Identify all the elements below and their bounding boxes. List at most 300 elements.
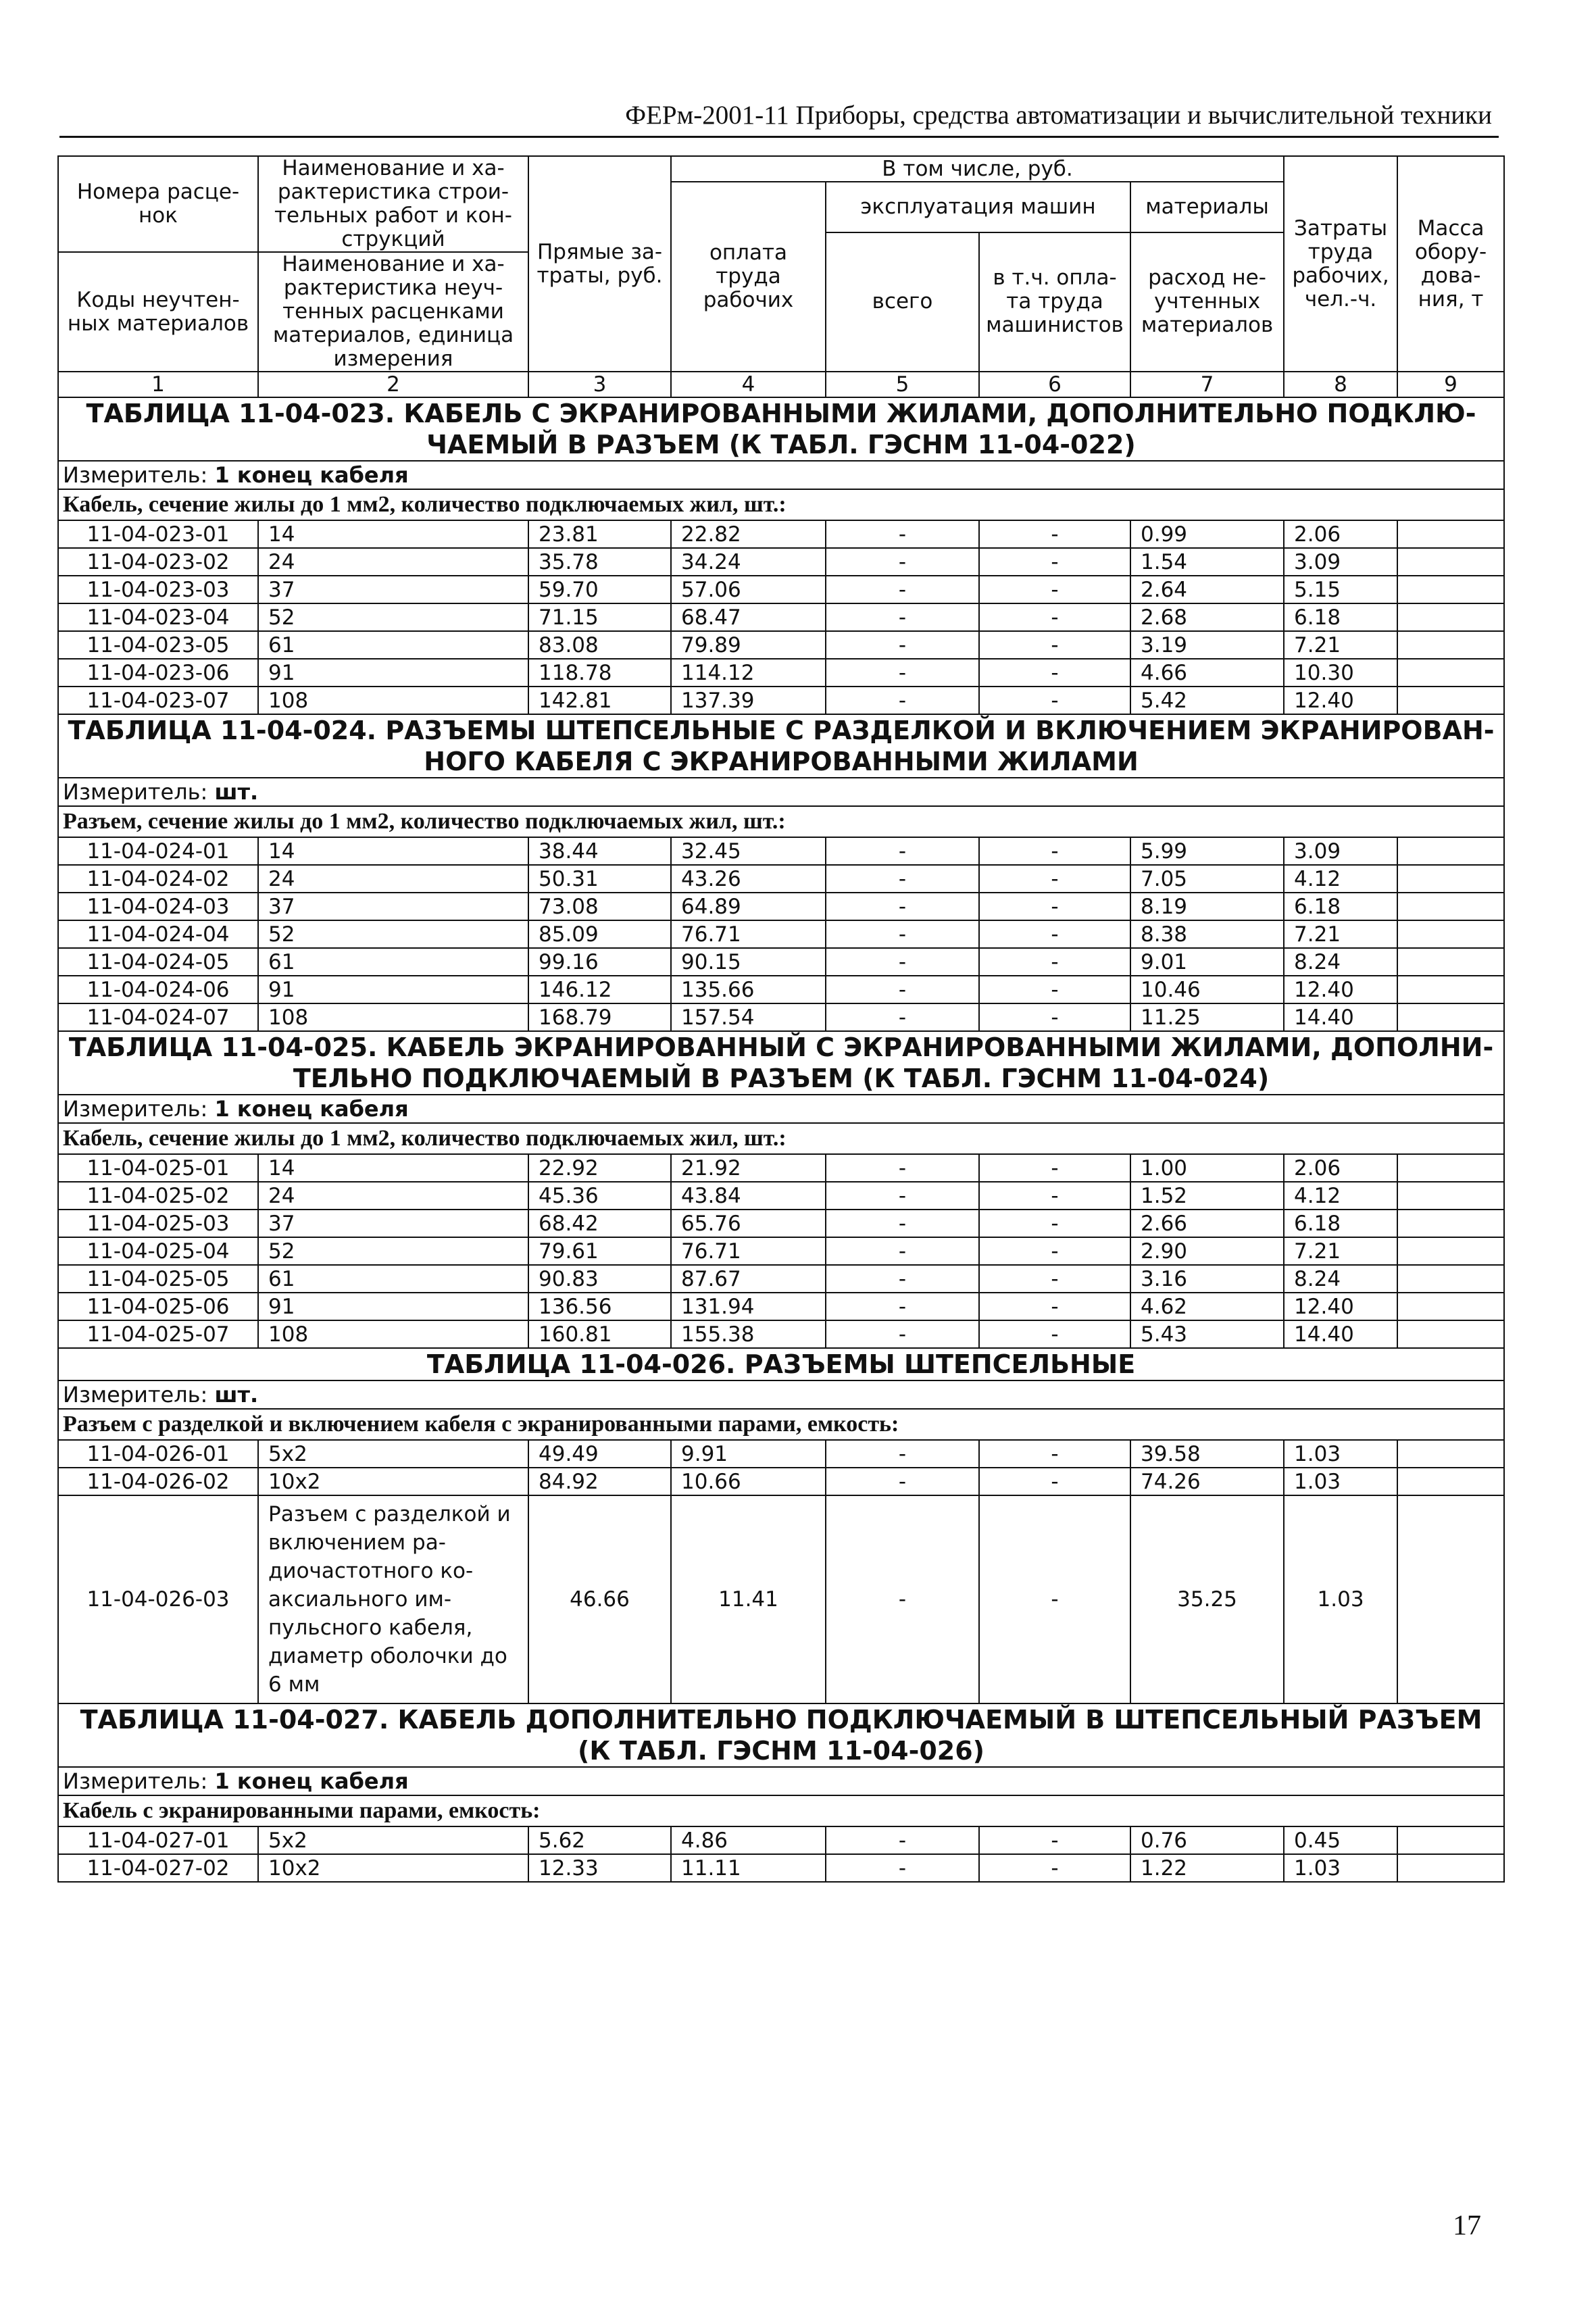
cell-machines-total: -: [826, 1003, 979, 1031]
cell-machines-total: -: [826, 1293, 979, 1320]
cell-labor-costs: 6.18: [1284, 603, 1397, 631]
table-row: [58, 920, 1504, 948]
cell-workers-pay: 43.84: [671, 1182, 826, 1210]
table-row: [58, 948, 1504, 976]
cell-machinists-pay: -: [979, 837, 1130, 865]
cell-labor-costs: 1.03: [1284, 1440, 1397, 1468]
cell-machines-total: -: [826, 1154, 979, 1182]
cell-equipment-mass: [1397, 948, 1504, 976]
table-row: [58, 631, 1504, 659]
cell-unaccounted-materials: 39.58: [1130, 1440, 1284, 1468]
cell-labor-costs: 12.40: [1284, 687, 1397, 714]
table-row: [58, 1182, 1504, 1210]
subtitle-row: [58, 1409, 1504, 1440]
cell-direct-costs: 49.49: [528, 1440, 671, 1468]
cell-workers-pay: 64.89: [671, 893, 826, 920]
cell-workers-pay: 90.15: [671, 948, 826, 976]
cell-rate-code: 11-04-025-01: [58, 1154, 258, 1182]
column-number: 3: [528, 372, 671, 397]
cell-unaccounted-materials: 7.05: [1130, 865, 1284, 893]
cell-labor-costs: 8.24: [1284, 948, 1397, 976]
column-number: 9: [1397, 372, 1504, 397]
cell-unaccounted-materials: 9.01: [1130, 948, 1284, 976]
cell-direct-costs: 83.08: [528, 631, 671, 659]
cell-workers-pay: 4.86: [671, 1826, 826, 1854]
cell-workers-pay: 65.76: [671, 1210, 826, 1237]
cell-work-characteristic: 24: [258, 865, 528, 893]
cell-unaccounted-materials: 4.66: [1130, 659, 1284, 687]
cell-direct-costs: 50.31: [528, 865, 671, 893]
cell-labor-costs: 14.40: [1284, 1320, 1397, 1348]
measure-label: Измеритель:: [63, 1096, 208, 1122]
col-material-codes-header: Коды неучтен-ных материалов: [58, 252, 258, 372]
cell-machines-total: -: [826, 1468, 979, 1495]
cell-machinists-pay: -: [979, 1440, 1130, 1468]
cell-machines-total: -: [826, 948, 979, 976]
cell-rate-code: 11-04-023-01: [58, 520, 258, 548]
cell-rate-code: 11-04-025-07: [58, 1320, 258, 1348]
cell-work-characteristic: 24: [258, 1182, 528, 1210]
cell-machinists-pay: -: [979, 893, 1130, 920]
cell-machines-total: -: [826, 548, 979, 576]
table-row: [58, 1468, 1504, 1495]
cell-equipment-mass: [1397, 1826, 1504, 1854]
cell-rate-code: 11-04-025-02: [58, 1182, 258, 1210]
cell-unaccounted-materials: 2.68: [1130, 603, 1284, 631]
measure-unit: [58, 778, 1504, 806]
cell-work-characteristic: 37: [258, 893, 528, 920]
table-row: [58, 1293, 1504, 1320]
cell-rate-code: 11-04-024-07: [58, 1003, 258, 1031]
cell-labor-costs: 14.40: [1284, 1003, 1397, 1031]
cell-machines-total: -: [826, 1182, 979, 1210]
cell-workers-pay: 11.41: [671, 1495, 826, 1703]
table-row: [58, 893, 1504, 920]
cell-workers-pay: 21.92: [671, 1154, 826, 1182]
cell-labor-costs: 12.40: [1284, 976, 1397, 1003]
cell-rate-code: 11-04-024-01: [58, 837, 258, 865]
measure-value: 1 конец кабеля: [214, 462, 409, 488]
cell-direct-costs: 99.16: [528, 948, 671, 976]
col-workers-pay-header: оплата труда рабочих: [671, 182, 826, 372]
cell-rate-code: 11-04-027-02: [58, 1854, 258, 1882]
section-title: ТАБЛИЦА 11-04-023. КАБЕЛЬ С ЭКРАНИРОВАННЫМИ ЖИЛАМИ, ДОПОЛНИТЕЛЬНО ПОДКЛЮ-ЧАЕМЫЙ В РАЗЪЕМ (К ТАБЛ. ГЭСНМ 11-04-022): [58, 397, 1504, 461]
cell-equipment-mass: [1397, 1468, 1504, 1495]
cell-labor-costs: 4.12: [1284, 1182, 1397, 1210]
cell-equipment-mass: [1397, 976, 1504, 1003]
section-subtitle: Кабель, сечение жилы до 1 мм2, количество подключаемых жил, шт.:: [58, 1123, 1504, 1154]
cell-labor-costs: 5.15: [1284, 576, 1397, 603]
cell-labor-costs: 2.06: [1284, 1154, 1397, 1182]
section-title: ТАБЛИЦА 11-04-026. РАЗЪЕМЫ ШТЕПСЕЛЬНЫЕ: [58, 1348, 1504, 1380]
cell-rate-code: 11-04-024-02: [58, 865, 258, 893]
page-number: 17: [1453, 2210, 1481, 2241]
cell-work-characteristic: 52: [258, 1237, 528, 1265]
cell-direct-costs: 136.56: [528, 1293, 671, 1320]
section-title: ТАБЛИЦА 11-04-027. КАБЕЛЬ ДОПОЛНИТЕЛЬНО ПОДКЛЮЧАЕМЫЙ В ШТЕПСЕЛЬНЫЙ РАЗЪЕМ (К ТАБЛ. ГЭСНМ 11-04-026): [58, 1703, 1504, 1767]
cell-rate-code: 11-04-025-06: [58, 1293, 258, 1320]
cell-labor-costs: 7.21: [1284, 920, 1397, 948]
table-row: [58, 1826, 1504, 1854]
cell-machines-total: -: [826, 893, 979, 920]
cell-labor-costs: 7.21: [1284, 631, 1397, 659]
cell-direct-costs: 118.78: [528, 659, 671, 687]
table-row: [58, 865, 1504, 893]
cell-work-characteristic: 91: [258, 1293, 528, 1320]
measure-row: [58, 778, 1504, 806]
cell-machinists-pay: -: [979, 976, 1130, 1003]
table-row: [58, 520, 1504, 548]
table-row: [58, 1154, 1504, 1182]
measure-value: шт.: [214, 779, 259, 805]
cell-machinists-pay: -: [979, 1826, 1130, 1854]
measure-label: Измеритель:: [63, 1768, 208, 1794]
cell-work-characteristic: 91: [258, 976, 528, 1003]
cell-direct-costs: 5.62: [528, 1826, 671, 1854]
cell-workers-pay: 32.45: [671, 837, 826, 865]
col-material-name-header: Наименование и ха-рактеристика неуч-тенных расценками материалов, единица измерения: [258, 252, 528, 372]
cell-equipment-mass: [1397, 659, 1504, 687]
cell-workers-pay: 87.67: [671, 1265, 826, 1293]
col-materials-header: материалы: [1130, 182, 1284, 232]
cell-unaccounted-materials: 74.26: [1130, 1468, 1284, 1495]
cell-rate-code: 11-04-026-01: [58, 1440, 258, 1468]
subtitle-row: [58, 489, 1504, 520]
subtitle-row: [58, 1123, 1504, 1154]
cell-equipment-mass: [1397, 865, 1504, 893]
cell-machines-total: -: [826, 1237, 979, 1265]
cell-machinists-pay: -: [979, 576, 1130, 603]
cell-labor-costs: 3.09: [1284, 548, 1397, 576]
cell-machines-total: -: [826, 1854, 979, 1882]
measure-row: [58, 461, 1504, 489]
cell-machinists-pay: -: [979, 1293, 1130, 1320]
cell-machinists-pay: -: [979, 920, 1130, 948]
measure-value: 1 конец кабеля: [214, 1096, 409, 1122]
cell-machinists-pay: -: [979, 1182, 1130, 1210]
measure-label: Измеритель:: [63, 1382, 208, 1408]
cell-machines-total: -: [826, 687, 979, 714]
cell-machines-total: -: [826, 976, 979, 1003]
section-subtitle: Разъем, сечение жилы до 1 мм2, количество подключаемых жил, шт.:: [58, 806, 1504, 837]
cell-workers-pay: 57.06: [671, 576, 826, 603]
cell-equipment-mass: [1397, 1003, 1504, 1031]
col-equipment-mass-header: Масса обору-дова-ния, т: [1397, 156, 1504, 372]
cell-machines-total: -: [826, 865, 979, 893]
cell-unaccounted-materials: 11.25: [1130, 1003, 1284, 1031]
cell-direct-costs: 84.92: [528, 1468, 671, 1495]
cell-equipment-mass: [1397, 576, 1504, 603]
cell-equipment-mass: [1397, 1265, 1504, 1293]
section-title: ТАБЛИЦА 11-04-024. РАЗЪЕМЫ ШТЕПСЕЛЬНЫЕ С РАЗДЕЛКОЙ И ВКЛЮЧЕНИЕМ ЭКРАНИРОВАН-НОГО КАБЕЛЯ С ЭКРАНИРОВАННЫМИ ЖИЛАМИ: [58, 714, 1504, 778]
cell-work-characteristic: 52: [258, 603, 528, 631]
column-number: 4: [671, 372, 826, 397]
cell-unaccounted-materials: 1.22: [1130, 1854, 1284, 1882]
table-row: [58, 837, 1504, 865]
cell-equipment-mass: [1397, 920, 1504, 948]
cell-direct-costs: 46.66: [528, 1495, 671, 1703]
table-section-title-row: [58, 714, 1504, 778]
cell-work-characteristic: Разъем с разделкой и включением ра-диочастотного ко-аксиального им-пульсного кабеля, диаметр оболочки до 6 мм: [258, 1495, 528, 1703]
cell-machinists-pay: -: [979, 1265, 1130, 1293]
cell-unaccounted-materials: 4.62: [1130, 1293, 1284, 1320]
cell-work-characteristic: 5x2: [258, 1826, 528, 1854]
subtitle-row: [58, 1795, 1504, 1826]
cell-direct-costs: 35.78: [528, 548, 671, 576]
cell-unaccounted-materials: 0.99: [1130, 520, 1284, 548]
cell-labor-costs: 1.03: [1284, 1495, 1397, 1703]
cell-work-characteristic: 10x2: [258, 1854, 528, 1882]
table-row: [58, 576, 1504, 603]
col-machines-header: эксплуатация машин: [826, 182, 1130, 232]
table-row: [58, 1320, 1504, 1348]
cell-unaccounted-materials: 5.42: [1130, 687, 1284, 714]
cell-unaccounted-materials: 1.00: [1130, 1154, 1284, 1182]
cell-workers-pay: 22.82: [671, 520, 826, 548]
cell-machines-total: -: [826, 837, 979, 865]
cell-unaccounted-materials: 2.90: [1130, 1237, 1284, 1265]
cell-labor-costs: 12.40: [1284, 1293, 1397, 1320]
cell-machines-total: -: [826, 603, 979, 631]
cell-direct-costs: 85.09: [528, 920, 671, 948]
cell-rate-code: 11-04-023-04: [58, 603, 258, 631]
cell-unaccounted-materials: 3.19: [1130, 631, 1284, 659]
cell-work-characteristic: 108: [258, 687, 528, 714]
col-rate-numbers-header: Номера расце-нок: [58, 156, 258, 252]
cell-rate-code: 11-04-027-01: [58, 1826, 258, 1854]
measure-row: [58, 1095, 1504, 1123]
table-section-title-row: [58, 1703, 1504, 1767]
column-number: 1: [58, 372, 258, 397]
col-unaccounted-materials-header: расход не-учтенных материалов: [1130, 232, 1284, 372]
cell-direct-costs: 38.44: [528, 837, 671, 865]
cell-workers-pay: 43.26: [671, 865, 826, 893]
measure-unit: [58, 1380, 1504, 1409]
column-number: 5: [826, 372, 979, 397]
measure-row: [58, 1767, 1504, 1795]
table-section-title-row: [58, 1031, 1504, 1095]
cell-rate-code: 11-04-023-07: [58, 687, 258, 714]
cell-rate-code: 11-04-024-03: [58, 893, 258, 920]
cell-rate-code: 11-04-023-03: [58, 576, 258, 603]
cell-work-characteristic: 61: [258, 631, 528, 659]
table-row: [58, 1003, 1504, 1031]
cell-machinists-pay: -: [979, 1468, 1130, 1495]
cell-rate-code: 11-04-026-03: [58, 1495, 258, 1703]
column-number: 6: [979, 372, 1130, 397]
cell-machines-total: -: [826, 1440, 979, 1468]
cell-direct-costs: 23.81: [528, 520, 671, 548]
section-title: ТАБЛИЦА 11-04-025. КАБЕЛЬ ЭКРАНИРОВАННЫЙ С ЭКРАНИРОВАННЫМИ ЖИЛАМИ, ДОПОЛНИ-ТЕЛЬНО ПОДКЛЮЧАЕМЫЙ В РАЗЪЕМ (К ТАБЛ. ГЭСНМ 11-04-024): [58, 1031, 1504, 1095]
cell-labor-costs: 7.21: [1284, 1237, 1397, 1265]
cell-machines-total: -: [826, 1826, 979, 1854]
measure-unit: [58, 1095, 1504, 1123]
cell-direct-costs: 142.81: [528, 687, 671, 714]
cell-direct-costs: 68.42: [528, 1210, 671, 1237]
cell-workers-pay: 68.47: [671, 603, 826, 631]
cell-rate-code: 11-04-025-03: [58, 1210, 258, 1237]
cell-machinists-pay: -: [979, 1237, 1130, 1265]
cell-equipment-mass: [1397, 1210, 1504, 1237]
cell-machinists-pay: -: [979, 1003, 1130, 1031]
table-row: [58, 548, 1504, 576]
column-number: 8: [1284, 372, 1397, 397]
cell-workers-pay: 76.71: [671, 1237, 826, 1265]
cell-labor-costs: 0.45: [1284, 1826, 1397, 1854]
cell-direct-costs: 90.83: [528, 1265, 671, 1293]
estimate-table: [57, 155, 1503, 1883]
cell-equipment-mass: [1397, 1293, 1504, 1320]
cell-direct-costs: 146.12: [528, 976, 671, 1003]
table-row: [58, 1440, 1504, 1468]
cell-work-characteristic: 14: [258, 1154, 528, 1182]
header-rule: [59, 136, 1499, 138]
cell-unaccounted-materials: 0.76: [1130, 1826, 1284, 1854]
cell-workers-pay: 11.11: [671, 1854, 826, 1882]
cell-rate-code: 11-04-023-06: [58, 659, 258, 687]
cell-equipment-mass: [1397, 631, 1504, 659]
cell-machinists-pay: -: [979, 603, 1130, 631]
cell-work-characteristic: 14: [258, 837, 528, 865]
table-row: [58, 659, 1504, 687]
cell-work-characteristic: 14: [258, 520, 528, 548]
cell-machines-total: -: [826, 520, 979, 548]
cell-work-characteristic: 37: [258, 576, 528, 603]
cell-work-characteristic: 108: [258, 1320, 528, 1348]
cell-unaccounted-materials: 35.25: [1130, 1495, 1284, 1703]
cell-labor-costs: 10.30: [1284, 659, 1397, 687]
cell-machinists-pay: -: [979, 631, 1130, 659]
cell-machinists-pay: -: [979, 1320, 1130, 1348]
cell-rate-code: 11-04-023-02: [58, 548, 258, 576]
cell-labor-costs: 4.12: [1284, 865, 1397, 893]
cell-workers-pay: 137.39: [671, 687, 826, 714]
cell-work-characteristic: 52: [258, 920, 528, 948]
cell-work-characteristic: 24: [258, 548, 528, 576]
cell-machines-total: -: [826, 659, 979, 687]
cell-direct-costs: 160.81: [528, 1320, 671, 1348]
cell-machines-total: -: [826, 1265, 979, 1293]
cell-labor-costs: 8.24: [1284, 1265, 1397, 1293]
cell-machinists-pay: -: [979, 948, 1130, 976]
cell-labor-costs: 3.09: [1284, 837, 1397, 865]
cell-work-characteristic: 108: [258, 1003, 528, 1031]
col-labor-costs-header: Затраты труда рабочих, чел.-ч.: [1284, 156, 1397, 372]
cell-equipment-mass: [1397, 603, 1504, 631]
cell-direct-costs: 73.08: [528, 893, 671, 920]
cell-machinists-pay: -: [979, 687, 1130, 714]
table-row: [58, 603, 1504, 631]
measure-value: 1 конец кабеля: [214, 1768, 409, 1794]
cell-unaccounted-materials: 8.19: [1130, 893, 1284, 920]
cell-workers-pay: 79.89: [671, 631, 826, 659]
section-subtitle: Кабель, сечение жилы до 1 мм2, количество подключаемых жил, шт.:: [58, 489, 1504, 520]
cell-equipment-mass: [1397, 1154, 1504, 1182]
cell-unaccounted-materials: 1.54: [1130, 548, 1284, 576]
cell-rate-code: 11-04-024-04: [58, 920, 258, 948]
table-row: [58, 1854, 1504, 1882]
cell-machinists-pay: -: [979, 1495, 1130, 1703]
cell-work-characteristic: 91: [258, 659, 528, 687]
cell-equipment-mass: [1397, 1320, 1504, 1348]
section-subtitle: Разъем с разделкой и включением кабеля с экранированными парами, емкость:: [58, 1409, 1504, 1440]
cell-direct-costs: 59.70: [528, 576, 671, 603]
cell-work-characteristic: 61: [258, 1265, 528, 1293]
cell-workers-pay: 155.38: [671, 1320, 826, 1348]
col-work-name-header: Наименование и ха-рактеристика строи-тельных работ и кон-струкций: [258, 156, 528, 252]
cell-labor-costs: 6.18: [1284, 893, 1397, 920]
cell-equipment-mass: [1397, 687, 1504, 714]
cell-workers-pay: 114.12: [671, 659, 826, 687]
cell-workers-pay: 157.54: [671, 1003, 826, 1031]
table-row: [58, 976, 1504, 1003]
cell-equipment-mass: [1397, 520, 1504, 548]
measure-label: Измеритель:: [63, 462, 208, 488]
cell-machinists-pay: -: [979, 1854, 1130, 1882]
cell-direct-costs: 79.61: [528, 1237, 671, 1265]
section-subtitle: Кабель с экранированными парами, емкость:: [58, 1795, 1504, 1826]
cell-equipment-mass: [1397, 893, 1504, 920]
cell-unaccounted-materials: 10.46: [1130, 976, 1284, 1003]
table-row: [58, 1265, 1504, 1293]
cell-machinists-pay: -: [979, 548, 1130, 576]
column-number: 2: [258, 372, 528, 397]
cell-unaccounted-materials: 2.66: [1130, 1210, 1284, 1237]
cell-equipment-mass: [1397, 1182, 1504, 1210]
cell-workers-pay: 9.91: [671, 1440, 826, 1468]
cell-unaccounted-materials: 8.38: [1130, 920, 1284, 948]
cell-labor-costs: 1.03: [1284, 1854, 1397, 1882]
cell-equipment-mass: [1397, 1854, 1504, 1882]
table-section-title-row: [58, 397, 1504, 461]
table-row: [58, 687, 1504, 714]
cell-equipment-mass: [1397, 837, 1504, 865]
cell-rate-code: 11-04-025-05: [58, 1265, 258, 1293]
measure-unit: [58, 461, 1504, 489]
measure-row: [58, 1380, 1504, 1409]
measure-unit: [58, 1767, 1504, 1795]
table-row: [58, 1495, 1504, 1703]
col-including-header: В том числе, руб.: [671, 156, 1284, 182]
table-row: [58, 1237, 1504, 1265]
cell-workers-pay: 10.66: [671, 1468, 826, 1495]
cell-workers-pay: 131.94: [671, 1293, 826, 1320]
cell-rate-code: 11-04-024-06: [58, 976, 258, 1003]
cell-direct-costs: 22.92: [528, 1154, 671, 1182]
cell-rate-code: 11-04-026-02: [58, 1468, 258, 1495]
cell-machines-total: -: [826, 920, 979, 948]
cell-equipment-mass: [1397, 1495, 1504, 1703]
cell-unaccounted-materials: 5.43: [1130, 1320, 1284, 1348]
cell-equipment-mass: [1397, 1237, 1504, 1265]
cell-machinists-pay: -: [979, 1154, 1130, 1182]
cell-work-characteristic: 10x2: [258, 1468, 528, 1495]
cell-work-characteristic: 5x2: [258, 1440, 528, 1468]
cell-workers-pay: 76.71: [671, 920, 826, 948]
cell-rate-code: 11-04-023-05: [58, 631, 258, 659]
cell-work-characteristic: 37: [258, 1210, 528, 1237]
cell-direct-costs: 45.36: [528, 1182, 671, 1210]
cell-unaccounted-materials: 5.99: [1130, 837, 1284, 865]
subtitle-row: [58, 806, 1504, 837]
cell-machines-total: -: [826, 1320, 979, 1348]
cell-labor-costs: 6.18: [1284, 1210, 1397, 1237]
cell-labor-costs: 1.03: [1284, 1468, 1397, 1495]
cell-direct-costs: 168.79: [528, 1003, 671, 1031]
cell-workers-pay: 34.24: [671, 548, 826, 576]
cell-machines-total: -: [826, 1495, 979, 1703]
column-number: 7: [1130, 372, 1284, 397]
